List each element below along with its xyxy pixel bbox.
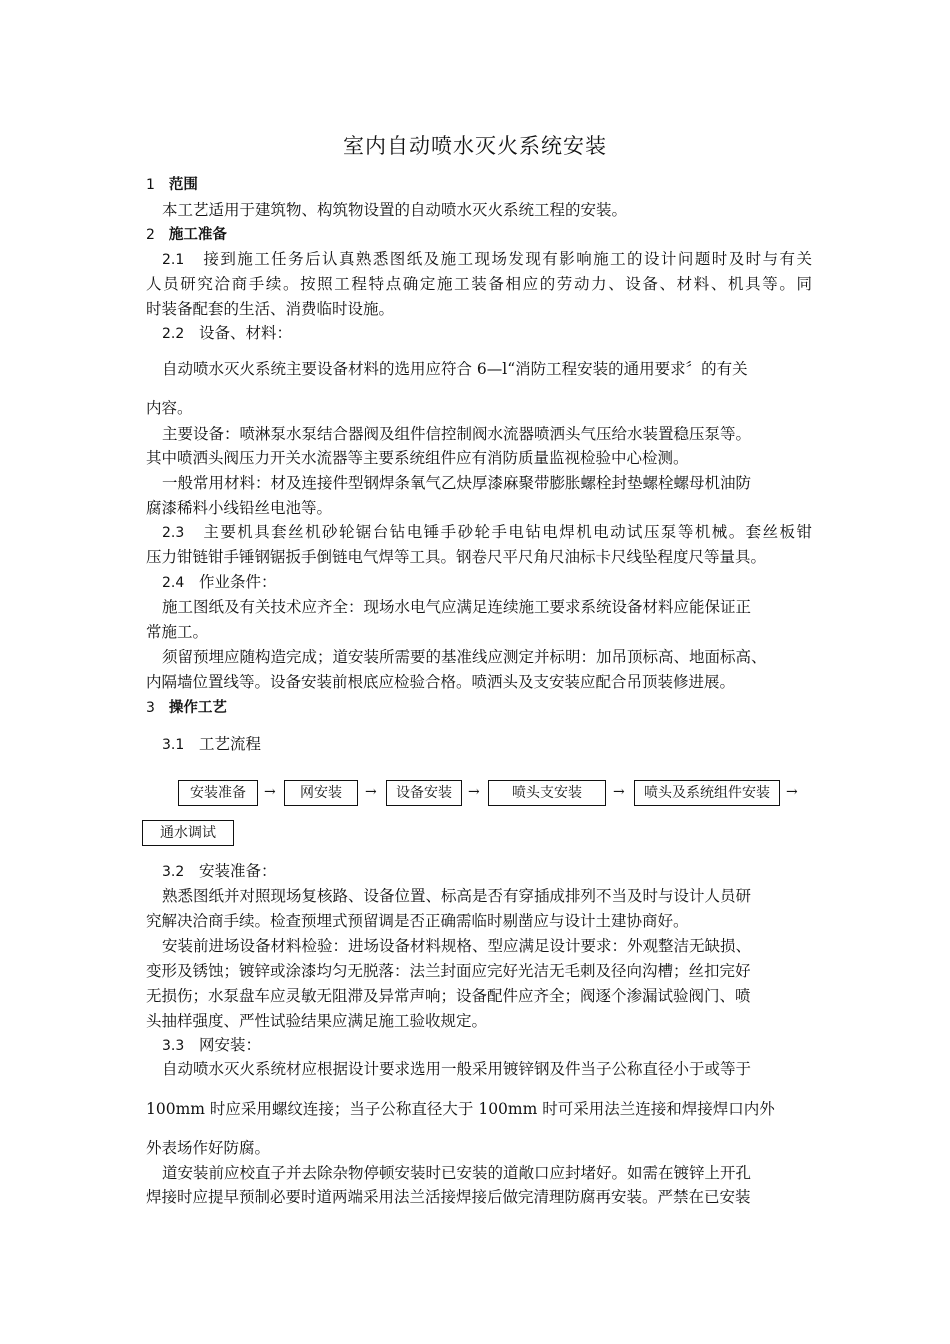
clause-heading	[146, 570, 828, 595]
clause-number: 2.4	[162, 575, 185, 591]
section-number: 3	[146, 700, 155, 716]
section-title: 施工准备	[168, 227, 227, 243]
paragraph-line: 安装前进场设备材料检验：进场设备材料规格、型应满足设计要求：外观整洁无缺损、	[162, 937, 752, 955]
paragraph-line: 须留预埋应随构造完成；道安装所需要的基准线应测定并标明：加吊顶标高、地面标高、	[162, 648, 767, 666]
paragraph-line: 究解决洽商手续。检查预埋式预留调是否正确需临时剔凿应与设计土建协商好。	[146, 912, 689, 930]
clause-text: 接到施工任务后认真熟悉图纸及施工现场发现有影响施工的设计问题时及时与有关	[203, 250, 812, 268]
section-heading	[146, 172, 812, 197]
paragraph-line	[146, 520, 812, 545]
paragraph-line	[146, 247, 812, 272]
paragraph-line: 100mm 时应采用螺纹连接；当子公称直径大于 100mm 时可采用法兰连接和焊接焊口内外	[146, 1100, 775, 1118]
flow-arrow: →	[365, 784, 377, 800]
clause-number: 2.2	[162, 326, 185, 342]
clause-heading	[146, 732, 828, 757]
paragraph-line: 道安装前应校直子并去除杂物停顿安装时已安装的道敞口应封堵好。如需在镀锌上开孔	[162, 1164, 752, 1182]
clause-number: 2.3	[162, 525, 185, 541]
paragraph-line: 一般常用材料：材及连接件型钢焊条氧气乙炔厚漆麻聚带膨胀螺栓封垫螺栓螺母机油防	[162, 474, 752, 492]
paragraph-line: 本工艺适用于建筑物、构筑物设置的自动喷水灭火系统工程的安装。	[162, 201, 628, 219]
flow-step-sprinkler-system-install: 喷头及系统组件安装	[634, 780, 780, 806]
flow-step-water-test: 通水调试	[142, 820, 234, 846]
paragraph-line: 人员研究洽商手续。按照工程特点确定施工装备相应的劳动力、设备、材料、机具等。同	[146, 275, 812, 293]
paragraph-line: 内隔墙位置线等。设备安装前根底应检验合格。喷洒头及支安装应配合吊顶装修进展。	[146, 673, 736, 691]
paragraph-line: 熟悉图纸并对照现场复核路、设备位置、标高是否有穿插成排列不当及时与设计人员研	[162, 887, 752, 905]
flow-step-network-install: 网安装	[284, 780, 358, 806]
clause-text: 设备、材料：	[199, 324, 293, 342]
paragraph-line: 施工图纸及有关技术应齐全：现场水电气应满足连续施工要求系统设备材料应能保证正	[162, 598, 752, 616]
flow-arrow: →	[786, 784, 798, 800]
paragraph-line: 内容。	[146, 399, 193, 417]
paragraph-line: 自动喷水灭火系统主要设备材料的选用应符合 6—l“消防工程安装的通用要求〞的有关	[162, 360, 748, 378]
section-title: 操作工艺	[168, 700, 227, 716]
clause-number: 3.3	[162, 1038, 185, 1054]
paragraph-line: 腐漆稀料小线铅丝电池等。	[146, 499, 333, 517]
clause-text: 工艺流程	[199, 735, 262, 753]
clause-text: 网安装：	[199, 1036, 262, 1054]
document-title: 室内自动喷水灭火系统安装	[343, 134, 607, 158]
flow-arrow: →	[468, 784, 480, 800]
section-heading	[146, 222, 812, 247]
section-number: 1	[146, 177, 155, 193]
flow-step-equipment-install: 设备安装	[386, 780, 462, 806]
flow-step-sprinkler-branch-install: 喷头支安装	[488, 780, 606, 806]
flow-arrow: →	[264, 784, 276, 800]
clause-text: 主要机具套丝机砂轮锯台钻电锤手砂轮手电钻电焊机电动试压泵等机械。套丝板钳	[203, 523, 812, 541]
clause-text: 安装准备：	[199, 862, 277, 880]
flow-arrow: →	[613, 784, 625, 800]
paragraph-line: 主要设备：喷淋泵水泵结合器阀及组件信控制阀水流器喷洒头气压给水装置稳压泵等。	[162, 425, 752, 443]
flow-step-install-prep: 安装准备	[178, 780, 258, 806]
clause-heading	[146, 1033, 828, 1058]
clause-number: 3.1	[162, 737, 185, 753]
clause-heading	[146, 859, 828, 884]
paragraph-line: 压力钳链钳手锤钢锯扳手倒链电气焊等工具。钢卷尺平尺角尺油标卡尺线坠程度尺等量具。	[146, 548, 767, 566]
paragraph-line: 自动喷水灭火系统材应根据设计要求选用一般采用镀锌钢及件当子公称直径小于或等于	[162, 1060, 752, 1078]
paragraph-line: 常施工。	[146, 623, 209, 641]
paragraph-line: 时装备配套的生活、消费临时设施。	[146, 300, 395, 318]
clause-heading	[146, 321, 828, 346]
paragraph-line: 外表场作好防腐。	[146, 1139, 271, 1157]
section-title: 范围	[168, 177, 198, 193]
clause-text: 作业条件：	[199, 573, 277, 591]
paragraph-line: 其中喷洒头阀压力开关水流器等主要系统组件应有消防质量监视检验中心检测。	[146, 449, 689, 467]
paragraph-line: 无损伤；水泵盘车应灵敏无阻滞及异常声响；设备配件应齐全；阀逐个渗漏试验阀门、喷	[146, 987, 751, 1005]
clause-number: 2.1	[162, 252, 185, 268]
paragraph-line: 头抽样强度、严性试验结果应满足施工验收规定。	[146, 1012, 488, 1030]
section-number: 2	[146, 227, 155, 243]
clause-number: 3.2	[162, 864, 185, 880]
paragraph-line: 焊接时应提早预制必要时道两端采用法兰活接焊接后做完清理防腐再安装。严禁在已安装	[146, 1188, 751, 1206]
section-heading	[146, 695, 812, 720]
paragraph-line: 变形及锈蚀；镀锌或涂漆均匀无脱落：法兰封面应完好光洁无毛刺及径向沟槽；丝扣完好	[146, 962, 751, 980]
